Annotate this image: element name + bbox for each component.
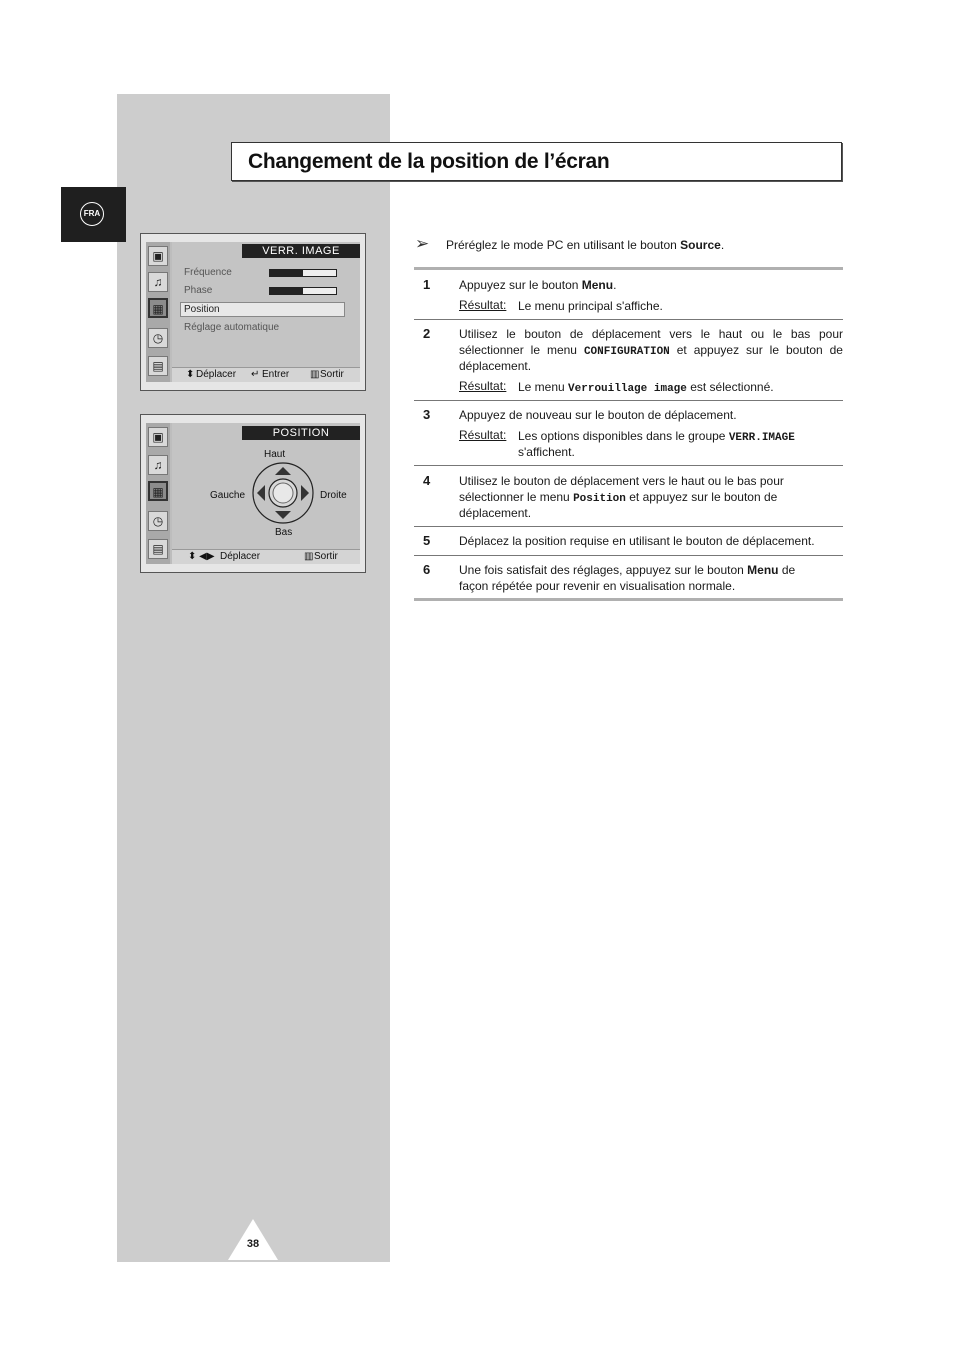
footer-move: Déplacer <box>220 551 261 562</box>
step-3-result-code: VERR.IMAGE <box>728 432 795 444</box>
osd-screen-position <box>140 414 366 573</box>
divider <box>414 319 843 320</box>
menu-item-phase: Phase <box>184 285 213 296</box>
divider <box>414 400 843 401</box>
osd-body <box>172 242 360 382</box>
hint-end: . <box>720 238 725 252</box>
setup-icon: ▦ <box>148 298 168 318</box>
label-down: Bas <box>275 527 293 538</box>
osd-inner <box>146 423 360 564</box>
result-label: Résultat: <box>459 428 507 442</box>
direction-pad-icon <box>251 461 315 525</box>
step-6-line-1a: Une fois satisfait des réglages, appuyez sur le bouton <box>459 563 748 577</box>
osd-footer <box>172 367 360 382</box>
clock-icon: ◷ <box>148 511 168 531</box>
step-3-number: 3 <box>423 407 431 422</box>
osd-header: VERR. IMAGE <box>242 244 360 258</box>
divider <box>414 598 843 601</box>
phase-bar-fill <box>270 288 303 294</box>
osd-footer <box>172 549 360 564</box>
pc-icon: ▤ <box>148 539 168 559</box>
step-6-line-2: façon répétée pour revenir en visualisation normale. <box>459 579 736 593</box>
menu-item-position: Position <box>180 302 345 317</box>
frequence-bar <box>269 269 337 277</box>
enter-icon: ↵ <box>251 369 260 380</box>
step-4-line-2b: et appuyez sur le bouton de <box>625 490 778 504</box>
step-2-code: CONFIGURATION <box>583 346 670 358</box>
menu-icon: ▥ <box>304 551 314 562</box>
step-2-line-1: Utilisez le bouton de déplacement vers le haut ou le bas pour <box>459 327 843 341</box>
divider <box>414 526 843 527</box>
divider <box>414 555 843 556</box>
page-title: Changement de la position de l’écran <box>248 150 610 173</box>
step-6-line-1b: de <box>778 563 796 577</box>
language-badge: FRA <box>80 202 104 226</box>
step-6-bold: Menu <box>747 563 779 577</box>
osd-body <box>172 423 360 564</box>
step-2-result-code: Verrouillage image <box>568 383 687 395</box>
step-2-result-a: Le menu <box>518 380 569 394</box>
step-1-result: Le menu principal s'affiche. <box>518 299 663 313</box>
menu-icon: ▥ <box>310 369 320 380</box>
step-5-text: Déplacez la position requise en utilisant le bouton de déplacement. <box>459 534 815 548</box>
hint-bold: Source <box>680 238 721 252</box>
step-3-result-a: Les options disponibles dans le groupe <box>518 429 729 443</box>
step-2-line-2a: sélectionner le menu <box>459 343 584 357</box>
footer-exit: Sortir <box>314 551 338 562</box>
divider <box>414 267 843 270</box>
step-1-text <box>459 277 843 293</box>
step-1-end: . <box>613 278 617 292</box>
label-up: Haut <box>264 449 286 460</box>
arrow-icon: ➢ <box>415 234 430 253</box>
footer-move: Déplacer <box>196 369 237 380</box>
step-1-bold: Menu <box>581 278 614 292</box>
updown-arrow-icon: ⬍ <box>186 369 195 380</box>
title-box <box>231 142 842 181</box>
step-5-number: 5 <box>423 533 431 548</box>
sound-icon: ♫ <box>148 455 168 475</box>
hint-text-main: Préréglez le mode PC en utilisant le bouton <box>446 238 681 252</box>
step-4-line-1: Utilisez le bouton de déplacement vers le haut ou le bas pour <box>459 474 784 488</box>
step-6-line-1 <box>459 562 843 578</box>
page-number: 38 <box>246 1238 260 1250</box>
step-3-text: Appuyez de nouveau sur le bouton de déplacement. <box>459 408 737 422</box>
step-2-result <box>518 379 774 397</box>
osd-inner <box>146 242 360 382</box>
hint-text <box>446 238 724 252</box>
label-right: Droite <box>320 490 347 501</box>
clock-icon: ◷ <box>148 328 168 348</box>
footer-exit: Sortir <box>320 369 344 380</box>
osd-screen-verr-image <box>140 233 366 391</box>
footer-enter: Entrer <box>262 369 290 380</box>
setup-icon: ▦ <box>148 481 168 501</box>
osd-header: POSITION <box>242 426 360 440</box>
result-label: Résultat: <box>459 298 507 312</box>
step-4-number: 4 <box>423 473 431 488</box>
result-label: Résultat: <box>459 379 507 393</box>
osd-icon-column <box>146 423 170 564</box>
sound-icon: ♫ <box>148 272 168 292</box>
step-3-result-line-2: s'affichent. <box>518 445 575 459</box>
divider <box>414 465 843 466</box>
step-4-code: Position <box>573 493 626 505</box>
osd-icon-column <box>146 242 170 382</box>
four-way-arrow-icon: ⬍ ◀▶ <box>188 551 215 562</box>
tv-icon: ▣ <box>148 246 168 266</box>
phase-bar <box>269 287 337 295</box>
pc-icon: ▤ <box>148 356 168 376</box>
step-2-line-2b: et appuyez sur le bouton de <box>669 343 843 357</box>
menu-item-auto-adjust: Réglage automatique <box>184 322 280 333</box>
menu-item-frequence: Fréquence <box>184 267 232 278</box>
step-1-number: 1 <box>423 277 431 292</box>
step-4-line-2a: sélectionner le menu <box>459 490 574 504</box>
step-2-result-b: est sélectionné. <box>686 380 774 394</box>
label-left: Gauche <box>210 490 246 501</box>
step-2-number: 2 <box>423 326 431 341</box>
step-1-text-main: Appuyez sur le bouton <box>459 278 582 292</box>
step-6-number: 6 <box>423 562 431 577</box>
step-2-line-3: déplacement. <box>459 359 532 373</box>
frequence-bar-fill <box>270 270 303 276</box>
tv-icon: ▣ <box>148 427 168 447</box>
step-4-line-3: déplacement. <box>459 506 532 520</box>
